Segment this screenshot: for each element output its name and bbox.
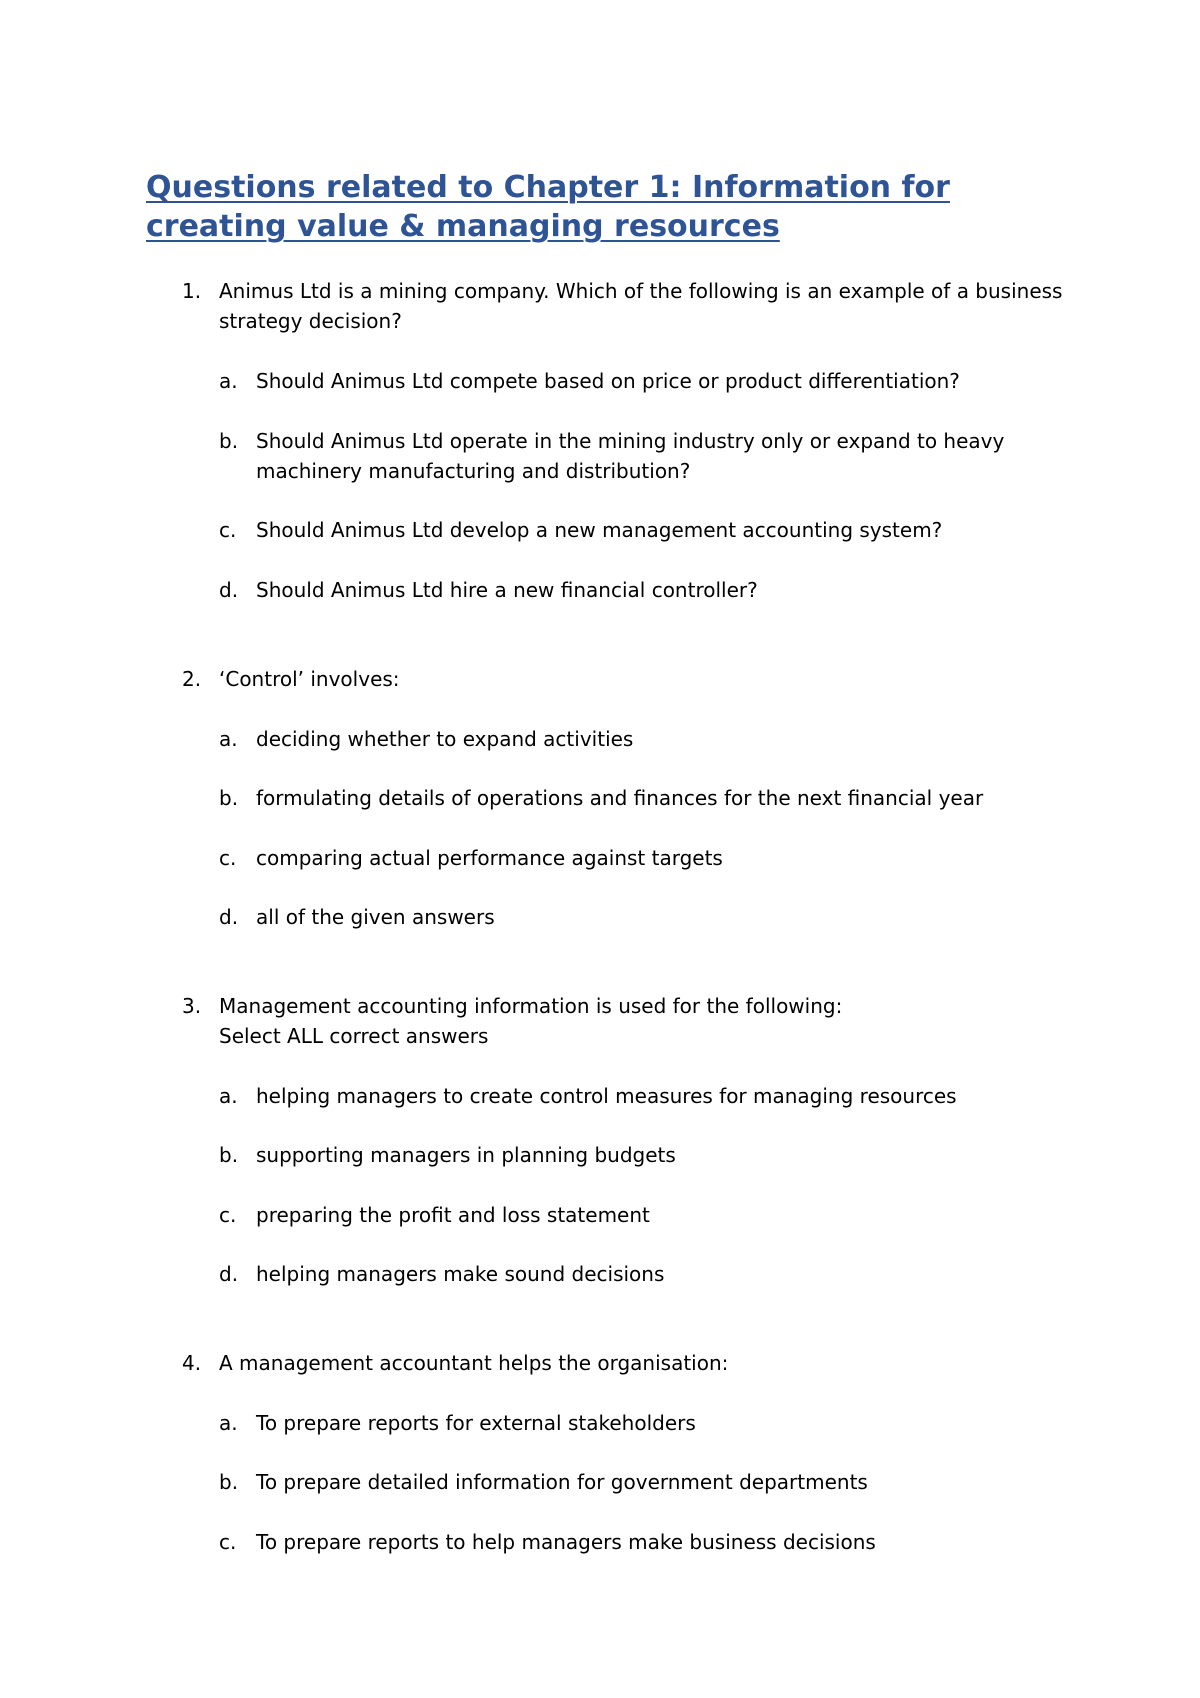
option-text-line: Should Animus Ltd develop a new management accounting system? (256, 518, 943, 542)
option-text-line: Should Animus Ltd hire a new financial controller? (256, 578, 758, 602)
option-text (256, 783, 1076, 813)
option-text (256, 426, 1076, 486)
option-letter: a. (219, 727, 238, 751)
option-text (256, 1081, 1076, 1111)
option-text-line: To prepare reports to help managers make business decisions (256, 1530, 876, 1554)
option-text (256, 1140, 1076, 1170)
option-letter: d. (219, 1262, 239, 1286)
option-text-line: To prepare detailed information for government departments (256, 1470, 868, 1494)
option-text-line: helping managers make sound decisions (256, 1262, 665, 1286)
option-letter: c. (219, 1530, 237, 1554)
option-text-line: Should Animus Ltd operate in the mining industry only or expand to heavy (256, 429, 1005, 453)
option-text (256, 515, 1076, 545)
question-text (219, 1348, 1079, 1378)
question-number: 2. (182, 667, 202, 691)
option-text-line: supporting managers in planning budgets (256, 1143, 676, 1167)
option-letter: d. (219, 905, 239, 929)
option-text (256, 843, 1076, 873)
option-letter: b. (219, 429, 239, 453)
question-number: 3. (182, 994, 202, 1018)
option-text-line: comparing actual performance against targets (256, 846, 723, 870)
option-letter: b. (219, 1470, 239, 1494)
option-text (256, 1467, 1076, 1497)
option-text-line: Should Animus Ltd compete based on price or product differentiation? (256, 369, 960, 393)
option-text (256, 1527, 1076, 1557)
option-letter: c. (219, 518, 237, 542)
question-text (219, 276, 1079, 336)
question-text-line: strategy decision? (219, 309, 402, 333)
option-letter: c. (219, 846, 237, 870)
option-letter: c. (219, 1203, 237, 1227)
question-number: 4. (182, 1351, 202, 1375)
option-text-line: formulating details of operations and finances for the next financial year (256, 786, 984, 810)
option-letter: b. (219, 1143, 239, 1167)
option-letter: a. (219, 1084, 238, 1108)
question-text-line: Animus Ltd is a mining company. Which of the following is an example of a business (219, 279, 1063, 303)
question-number: 1. (182, 279, 202, 303)
question-text (219, 664, 1079, 694)
option-text (256, 366, 1076, 396)
question-text-line: A management accountant helps the organisation: (219, 1351, 729, 1375)
option-text (256, 1259, 1076, 1289)
option-text (256, 1408, 1076, 1438)
option-text-line: deciding whether to expand activities (256, 727, 634, 751)
document-title (146, 168, 1046, 246)
option-letter: d. (219, 578, 239, 602)
title-line-2: creating value & managing resources (146, 209, 780, 244)
option-text (256, 575, 1076, 605)
option-text-line: To prepare reports for external stakeholders (256, 1411, 696, 1435)
option-text-line: preparing the profit and loss statement (256, 1203, 650, 1227)
title-line-1: Questions related to Chapter 1: Information for (146, 170, 950, 205)
option-text (256, 902, 1076, 932)
option-text-line: helping managers to create control measures for managing resources (256, 1084, 957, 1108)
question-text-line: Management accounting information is used for the following: (219, 994, 843, 1018)
question-text (219, 991, 1079, 1051)
option-letter: a. (219, 1411, 238, 1435)
option-text (256, 724, 1076, 754)
option-letter: a. (219, 369, 238, 393)
option-text-line: all of the given answers (256, 905, 495, 929)
option-text (256, 1200, 1076, 1230)
option-letter: b. (219, 786, 239, 810)
option-text-line: machinery manufacturing and distribution? (256, 459, 691, 483)
question-text-line: Select ALL correct answers (219, 1024, 489, 1048)
question-text-line: ‘Control’ involves: (219, 667, 400, 691)
